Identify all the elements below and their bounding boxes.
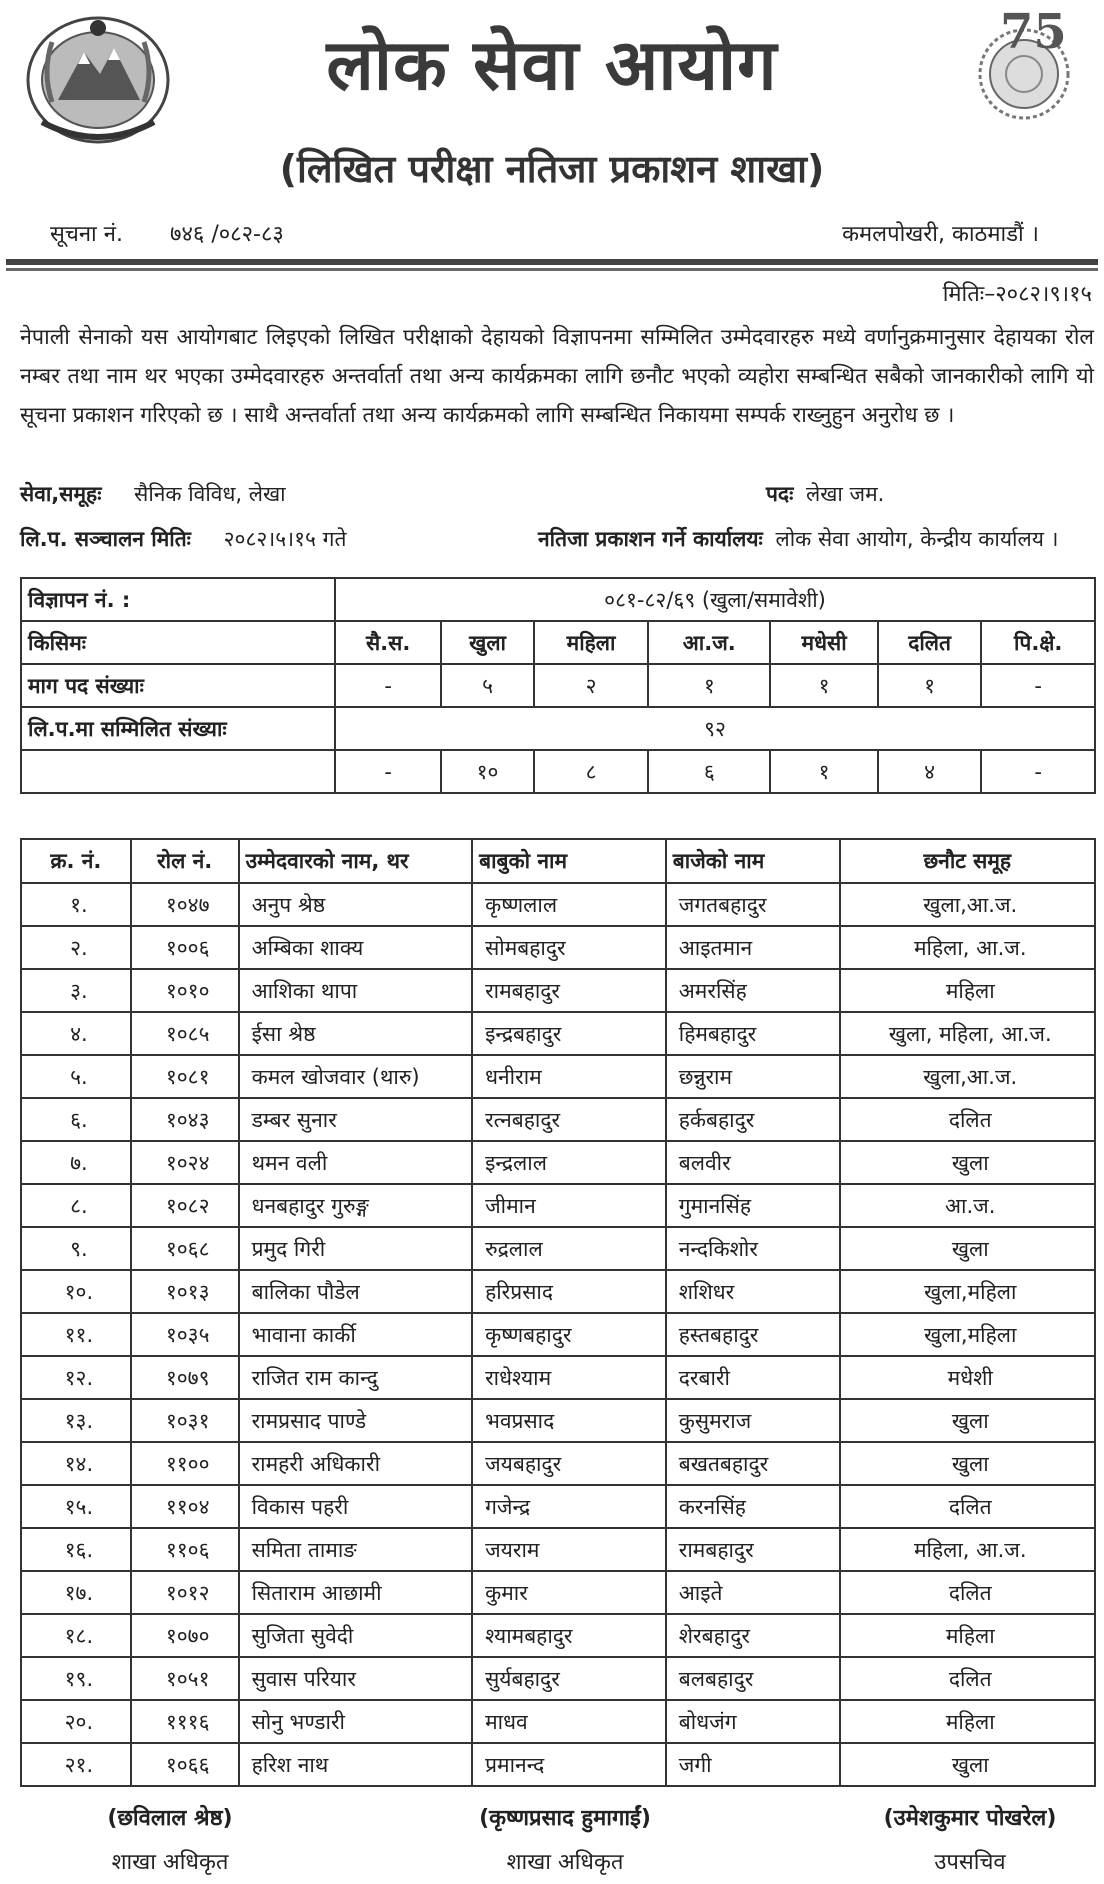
logo-75-text: 75: [1000, 8, 1067, 60]
table-cell: बलबहादुर: [666, 1657, 840, 1700]
post: [766, 480, 884, 508]
table-row: [21, 1313, 1095, 1356]
table-cell: प्रमानन्द: [472, 1743, 666, 1786]
table-cell: हस्तबहादुर: [666, 1313, 840, 1356]
table-row: [21, 1356, 1095, 1399]
table-cell: इन्द्रलाल: [472, 1141, 666, 1184]
table-cell: खुला: [840, 1227, 1095, 1270]
table-cell: खुला,आ.ज.: [840, 883, 1095, 926]
table-cell: दलित: [840, 1098, 1095, 1141]
service-group: [20, 480, 286, 508]
table-cell: महिला, आ.ज.: [840, 926, 1095, 969]
included-breakdown-row: [21, 750, 1095, 793]
table-row: [21, 1141, 1095, 1184]
table-cell: राजित राम कान्दु: [239, 1356, 473, 1399]
included-cell: १: [770, 750, 878, 793]
table-cell: सुर्यबहादुर: [472, 1657, 666, 1700]
table-row: [21, 1700, 1095, 1743]
header-cell: रोल नं.: [131, 839, 239, 883]
table-cell: १२.: [21, 1356, 131, 1399]
table-row: [21, 926, 1095, 969]
demand-cell: १: [770, 664, 878, 707]
table-cell: विकास पहरी: [239, 1485, 473, 1528]
table-cell: जगतबहादुर: [666, 883, 840, 926]
table-cell: सोनु भण्डारी: [239, 1700, 473, 1743]
table-cell: प्रमुद गिरी: [239, 1227, 473, 1270]
demand-cell: २: [534, 664, 648, 707]
table-cell: ८.: [21, 1184, 131, 1227]
table-cell: डम्बर सुनार: [239, 1098, 473, 1141]
table-cell: २.: [21, 926, 131, 969]
included-label: लि.प.मा सम्मिलित संख्याः: [21, 707, 335, 750]
table-cell: अम्बिका शाक्य: [239, 926, 473, 969]
included-cell: ८: [534, 750, 648, 793]
table-cell: धनबहादुर गुरुङ्ग: [239, 1184, 473, 1227]
table-cell: बलवीर: [666, 1141, 840, 1184]
table-cell: आशिका थापा: [239, 969, 473, 1012]
table-cell: १०.: [21, 1270, 131, 1313]
table-cell: ११.: [21, 1313, 131, 1356]
table-cell: रुद्रलाल: [472, 1227, 666, 1270]
table-cell: करनसिंह: [666, 1485, 840, 1528]
table-cell: शशिधर: [666, 1270, 840, 1313]
type-cell: मधेसी: [770, 621, 878, 664]
table-cell: मधेशी: [840, 1356, 1095, 1399]
table-row: [21, 1399, 1095, 1442]
table-row: [21, 1055, 1095, 1098]
table-cell: आइतमान: [666, 926, 840, 969]
header-cell: बाबुको नाम: [472, 839, 666, 883]
table-cell: १६.: [21, 1528, 131, 1571]
signature-title: उपसचिव: [934, 1850, 1006, 1875]
table-cell: १०१२: [131, 1571, 239, 1614]
table-cell: १११६: [131, 1700, 239, 1743]
table-cell: कुसुमराज: [666, 1399, 840, 1442]
table-cell: दरबारी: [666, 1356, 840, 1399]
table-cell: खुला: [840, 1442, 1095, 1485]
table-cell: हरिप्रसाद: [472, 1270, 666, 1313]
table-cell: खुला: [840, 1743, 1095, 1786]
service-value: सैनिक विविध, लेखा: [134, 482, 286, 506]
table-cell: खुला,महिला: [840, 1270, 1095, 1313]
table-row: [21, 1442, 1095, 1485]
header-cell: छनौट समूह: [840, 839, 1095, 883]
table-cell: राधेश्याम: [472, 1356, 666, 1399]
table-cell: हरिश नाथ: [239, 1743, 473, 1786]
service-label: सेवा,समूहः: [20, 482, 102, 506]
table-cell: ११०६: [131, 1528, 239, 1571]
notice-label: सूचना नं.: [50, 222, 123, 247]
table-cell: रत्नबहादुर: [472, 1098, 666, 1141]
table-row: [21, 1657, 1095, 1700]
table-cell: कृष्णबहादुर: [472, 1313, 666, 1356]
table-cell: २०.: [21, 1700, 131, 1743]
header-cell: क्र. नं.: [21, 839, 131, 883]
empty-cell: [21, 750, 335, 793]
table-row: [21, 1012, 1095, 1055]
table-cell: १०२४: [131, 1141, 239, 1184]
table-cell: १०३१: [131, 1399, 239, 1442]
results-table: [20, 838, 1096, 1787]
table-cell: १८.: [21, 1614, 131, 1657]
type-cell: आ.ज.: [648, 621, 770, 664]
table-cell: ३.: [21, 969, 131, 1012]
table-row: [21, 1184, 1095, 1227]
demand-cell: -: [335, 664, 441, 707]
table-cell: जयबहादुर: [472, 1442, 666, 1485]
result-office: [538, 525, 1059, 553]
table-cell: १४.: [21, 1442, 131, 1485]
table-cell: ४.: [21, 1012, 131, 1055]
table-cell: १०७९: [131, 1356, 239, 1399]
table-cell: समिता तामाङ: [239, 1528, 473, 1571]
table-cell: माधव: [472, 1700, 666, 1743]
table-cell: सिताराम आछामी: [239, 1571, 473, 1614]
table-cell: जयराम: [472, 1528, 666, 1571]
table-cell: रामबहादुर: [472, 969, 666, 1012]
summary-table: [20, 577, 1096, 794]
type-cell: महिला: [534, 621, 648, 664]
included-value: ९२: [335, 707, 1095, 750]
demand-row: [21, 664, 1095, 707]
included-cell: ६: [648, 750, 770, 793]
table-cell: ६.: [21, 1098, 131, 1141]
table-cell: हिमबहादुर: [666, 1012, 840, 1055]
table-cell: जीमान: [472, 1184, 666, 1227]
exam-date-label: लि.प. सञ्चालन मितिः: [20, 527, 191, 551]
table-row: [21, 1227, 1095, 1270]
post-value: लेखा जम.: [806, 482, 885, 506]
table-cell: रामबहादुर: [666, 1528, 840, 1571]
demand-label: माग पद संख्याः: [21, 664, 335, 707]
type-cell: खुला: [441, 621, 534, 664]
publish-date: मितिः–२०८२।९।१५: [942, 282, 1092, 307]
demand-cell: ५: [441, 664, 534, 707]
intro-paragraph: नेपाली सेनाको यस आयोगबाट लिइएको लिखित परीक्षाको देहायको विज्ञापनमा सम्मिलित उम्मेदवारहरु मध्ये वर्णानुक्रमानुसार देहायका रोल नम्बर तथा नाम थर भएका उम्मेदवारहरु अन्तर्वार्ता तथा अन्य कार्यक्रमका लागि छनौट भएको व्यहोरा सम्बन्धित सबैको जानकारीको लागि यो सूचना प्रकाशन गरिएको छ । साथै अन्तर्वार्ता तथा अन्य कार्यक्रमको लागि सम्बन्धित निकायमा सम्पर्क राख्नुहुन अनुरोध छ ।: [20, 325, 1094, 428]
notice-number: ७४६ /०८२-८३: [170, 222, 284, 247]
table-cell: भावाना कार्की: [239, 1313, 473, 1356]
table-cell: १७.: [21, 1571, 131, 1614]
table-cell: ९.: [21, 1227, 131, 1270]
exam-date-value: २०८२।५।१५ गते: [223, 527, 347, 551]
signature-title: शाखा अधिकृत: [111, 1850, 229, 1875]
table-cell: दलित: [840, 1571, 1095, 1614]
table-cell: १०५१: [131, 1657, 239, 1700]
demand-cell: १: [648, 664, 770, 707]
table-cell: दलित: [840, 1485, 1095, 1528]
table-cell: शेरबहादुर: [666, 1614, 840, 1657]
table-cell: १०१०: [131, 969, 239, 1012]
table-cell: इन्द्रबहादुर: [472, 1012, 666, 1055]
header-divider: [6, 259, 1098, 265]
page-title: लोक सेवा आयोग: [326, 24, 778, 106]
table-cell: १०६६: [131, 1743, 239, 1786]
header-divider-thin: [6, 268, 1098, 271]
demand-cell: -: [981, 664, 1095, 707]
table-cell: रामप्रसाद पाण्डे: [239, 1399, 473, 1442]
demand-cell: १: [878, 664, 981, 707]
exam-date: [20, 525, 346, 553]
table-cell: १०७०: [131, 1614, 239, 1657]
table-cell: १५.: [21, 1485, 131, 1528]
table-cell: हर्कबहादुर: [666, 1098, 840, 1141]
table-cell: १९.: [21, 1657, 131, 1700]
table-cell: बखतबहादुर: [666, 1442, 840, 1485]
table-row: [21, 1270, 1095, 1313]
included-cell: -: [981, 750, 1095, 793]
included-cell: -: [335, 750, 441, 793]
office-label: नतिजा प्रकाशन गर्ने कार्यालयः: [538, 527, 763, 551]
table-cell: श्यामबहादुर: [472, 1614, 666, 1657]
table-row: [21, 1743, 1095, 1786]
table-cell: बोधजंग: [666, 1700, 840, 1743]
table-cell: खुला: [840, 1399, 1095, 1442]
type-row: [21, 621, 1095, 664]
table-cell: नन्दकिशोर: [666, 1227, 840, 1270]
table-cell: १०८५: [131, 1012, 239, 1055]
table-cell: ११०४: [131, 1485, 239, 1528]
table-cell: बालिका पौडेल: [239, 1270, 473, 1313]
table-cell: खुला,महिला: [840, 1313, 1095, 1356]
table-cell: २१.: [21, 1743, 131, 1786]
table-cell: गजेन्द्र: [472, 1485, 666, 1528]
table-cell: महिला, आ.ज.: [840, 1528, 1095, 1571]
included-cell: ४: [878, 750, 981, 793]
table-cell: महिला: [840, 1614, 1095, 1657]
table-row: [21, 1571, 1095, 1614]
signature-name: (छविलाल श्रेष्ठ): [107, 1806, 233, 1831]
page-subtitle: (लिखित परीक्षा नतिजा प्रकाशन शाखा): [279, 147, 825, 191]
signature-name: (कृष्णप्रसाद हुमागाईं): [479, 1806, 651, 1831]
table-cell: १०८२: [131, 1184, 239, 1227]
table-cell: आ.ज.: [840, 1184, 1095, 1227]
type-cell: पि.क्षे.: [981, 621, 1095, 664]
included-cell: १०: [441, 750, 534, 793]
table-cell: महिला: [840, 969, 1095, 1012]
included-row: [21, 707, 1095, 750]
table-cell: १०८१: [131, 1055, 239, 1098]
table-cell: खुला,आ.ज.: [840, 1055, 1095, 1098]
table-cell: १०४३: [131, 1098, 239, 1141]
table-cell: कृष्णलाल: [472, 883, 666, 926]
adv-value: ०८१-८२/६९ (खुला/समावेशी): [335, 578, 1095, 621]
table-cell: खुला, महिला, आ.ज.: [840, 1012, 1095, 1055]
table-cell: थमन वली: [239, 1141, 473, 1184]
table-cell: ७.: [21, 1141, 131, 1184]
table-cell: आइते: [666, 1571, 840, 1614]
table-row: [21, 1485, 1095, 1528]
table-cell: सुजिता सुवेदी: [239, 1614, 473, 1657]
signature-name: (उमेशकुमार पोखरेल): [883, 1806, 1057, 1831]
table-row: [21, 883, 1095, 926]
table-cell: १०४७: [131, 883, 239, 926]
adv-row: [21, 578, 1095, 621]
type-label: किसिमः: [21, 621, 335, 664]
table-cell: १०६८: [131, 1227, 239, 1270]
signature-title: शाखा अधिकृत: [506, 1850, 624, 1875]
table-cell: खुला: [840, 1141, 1095, 1184]
table-row: [21, 1614, 1095, 1657]
table-row: [21, 1528, 1095, 1571]
results-header-row: [21, 839, 1095, 883]
table-cell: १३.: [21, 1399, 131, 1442]
office-value: लोक सेवा आयोग, केन्द्रीय कार्यालय ।: [775, 527, 1059, 551]
table-cell: दलित: [840, 1657, 1095, 1700]
table-cell: छन्नुराम: [666, 1055, 840, 1098]
post-label: पदः: [766, 482, 794, 506]
header-cell: बाजेको नाम: [666, 839, 840, 883]
table-cell: १.: [21, 883, 131, 926]
header-cell: उम्मेदवारको नाम, थर: [239, 839, 473, 883]
table-cell: १००६: [131, 926, 239, 969]
office-address: कमलपोखरी, काठमाडौं ।: [842, 222, 1039, 247]
table-cell: रामहरी अधिकारी: [239, 1442, 473, 1485]
table-cell: धनीराम: [472, 1055, 666, 1098]
table-cell: महिला: [840, 1700, 1095, 1743]
table-cell: ५.: [21, 1055, 131, 1098]
adv-label: विज्ञापन नं. :: [21, 578, 335, 621]
table-cell: गुमानसिंह: [666, 1184, 840, 1227]
table-cell: कुमार: [472, 1571, 666, 1614]
table-cell: १०३५: [131, 1313, 239, 1356]
type-cell: दलित: [878, 621, 981, 664]
table-cell: ११००: [131, 1442, 239, 1485]
table-cell: भवप्रसाद: [472, 1399, 666, 1442]
table-cell: अमरसिंह: [666, 969, 840, 1012]
table-cell: ईसा श्रेष्ठ: [239, 1012, 473, 1055]
table-row: [21, 969, 1095, 1012]
table-row: [21, 1098, 1095, 1141]
table-cell: सुवास परियार: [239, 1657, 473, 1700]
table-cell: सोमबहादुर: [472, 926, 666, 969]
table-cell: कमल खोजवार (थारु): [239, 1055, 473, 1098]
table-cell: जगी: [666, 1743, 840, 1786]
table-cell: १०१३: [131, 1270, 239, 1313]
table-cell: अनुप श्रेष्ठ: [239, 883, 473, 926]
type-cell: सै.स.: [335, 621, 441, 664]
